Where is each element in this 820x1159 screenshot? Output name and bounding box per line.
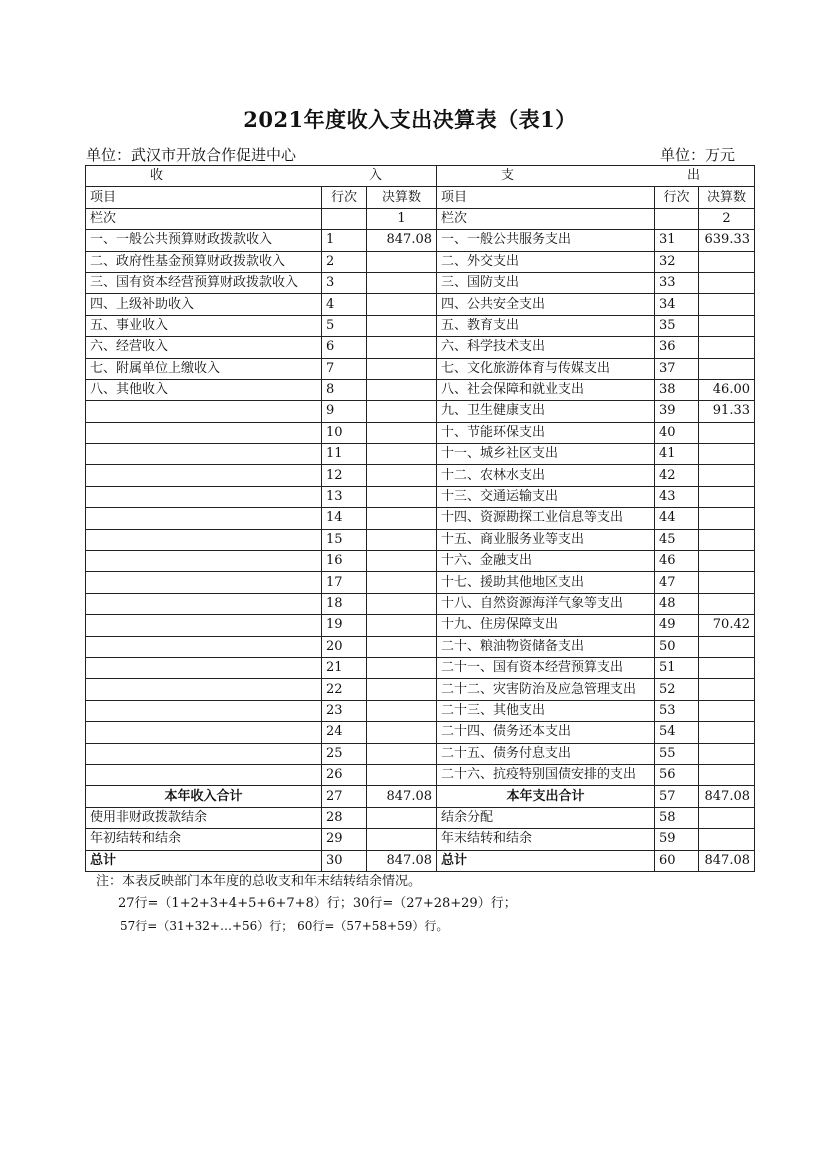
income-item xyxy=(86,551,322,572)
header-group-row xyxy=(86,166,755,187)
income-amount xyxy=(367,486,437,507)
income-line: 15 xyxy=(322,529,367,550)
expense-group-header xyxy=(437,166,755,187)
income-line: 10 xyxy=(322,422,367,443)
expense-amount: 46.00 xyxy=(699,379,755,400)
income-amount xyxy=(367,401,437,422)
income-item: 六、经营收入 xyxy=(86,337,322,358)
income-item xyxy=(86,722,322,743)
table-row xyxy=(86,358,755,379)
expense-total-amount xyxy=(699,829,755,850)
expense-amount xyxy=(699,358,755,379)
income-total-item: 使用非财政拨款结余 xyxy=(86,807,322,828)
income-line: 25 xyxy=(322,743,367,764)
total-row xyxy=(86,850,755,871)
expense-item: 二十、粮油物资储备支出 xyxy=(437,636,655,657)
income-line: 3 xyxy=(322,272,367,293)
table-row xyxy=(86,230,755,251)
expense-amount xyxy=(699,465,755,486)
expense-line: 53 xyxy=(655,700,699,721)
expense-amount xyxy=(699,700,755,721)
expense-amount xyxy=(699,764,755,785)
income-line: 12 xyxy=(322,465,367,486)
expense-item: 十九、住房保障支出 xyxy=(437,615,655,636)
table-row xyxy=(86,764,755,785)
expense-amount-header: 决算数 xyxy=(699,187,755,208)
income-amount xyxy=(367,743,437,764)
expense-item: 十一、城乡社区支出 xyxy=(437,444,655,465)
table-row xyxy=(86,486,755,507)
income-amount xyxy=(367,379,437,400)
income-amount xyxy=(367,593,437,614)
income-item-header: 项目 xyxy=(86,187,322,208)
income-line: 22 xyxy=(322,679,367,700)
income-amount xyxy=(367,764,437,785)
expense-item: 十二、农林水支出 xyxy=(437,465,655,486)
expense-line: 49 xyxy=(655,615,699,636)
income-amount xyxy=(367,294,437,315)
column-header-row xyxy=(86,187,755,208)
income-amount xyxy=(367,422,437,443)
table-row xyxy=(86,422,755,443)
table-row xyxy=(86,700,755,721)
expense-col-index: 2 xyxy=(699,208,755,229)
income-item xyxy=(86,444,322,465)
expense-total-amount: 847.08 xyxy=(699,850,755,871)
expense-item: 九、卫生健康支出 xyxy=(437,401,655,422)
expense-col-label: 栏次 xyxy=(437,208,655,229)
expense-line: 42 xyxy=(655,465,699,486)
expense-line: 33 xyxy=(655,272,699,293)
expense-header-left: 支 xyxy=(501,168,515,184)
column-index-row xyxy=(86,208,755,229)
income-item: 三、国有资本经营预算财政拨款收入 xyxy=(86,272,322,293)
table-row xyxy=(86,593,755,614)
income-amount xyxy=(367,551,437,572)
expense-amount: 70.42 xyxy=(699,615,755,636)
income-line: 4 xyxy=(322,294,367,315)
income-total-line: 28 xyxy=(322,807,367,828)
expense-line: 31 xyxy=(655,230,699,251)
income-line: 13 xyxy=(322,486,367,507)
expense-item: 二、外交支出 xyxy=(437,251,655,272)
note-line-2: 27行=（1+2+3+4+5+6+7+8）行；30行=（27+28+29）行； xyxy=(118,896,517,911)
expense-amount xyxy=(699,422,755,443)
expense-item: 十四、资源勘探工业信息等支出 xyxy=(437,508,655,529)
expense-total-line: 59 xyxy=(655,829,699,850)
income-group-header xyxy=(86,166,437,187)
expense-amount: 639.33 xyxy=(699,230,755,251)
income-item: 二、政府性基金预算财政拨款收入 xyxy=(86,251,322,272)
income-line: 7 xyxy=(322,358,367,379)
expense-col-line-blank xyxy=(655,208,699,229)
income-item xyxy=(86,636,322,657)
income-line: 18 xyxy=(322,593,367,614)
expense-item: 二十一、国有资本经营预算支出 xyxy=(437,657,655,678)
expense-line: 48 xyxy=(655,593,699,614)
income-amount xyxy=(367,700,437,721)
note-line-3: 57行=（31+32+…+56）行； 60行=（57+58+59）行。 xyxy=(120,919,449,933)
expense-item: 一、一般公共服务支出 xyxy=(437,230,655,251)
income-line: 16 xyxy=(322,551,367,572)
income-line: 17 xyxy=(322,572,367,593)
expense-line: 52 xyxy=(655,679,699,700)
income-amount-header: 决算数 xyxy=(367,187,437,208)
expense-item: 二十三、其他支出 xyxy=(437,700,655,721)
income-amount xyxy=(367,722,437,743)
expense-amount xyxy=(699,508,755,529)
expense-line: 34 xyxy=(655,294,699,315)
expense-item: 五、教育支出 xyxy=(437,315,655,336)
expense-line: 43 xyxy=(655,486,699,507)
expense-line: 39 xyxy=(655,401,699,422)
total-row xyxy=(86,807,755,828)
income-item xyxy=(86,700,322,721)
expense-item-header: 项目 xyxy=(437,187,655,208)
income-item xyxy=(86,764,322,785)
expense-item: 十七、援助其他地区支出 xyxy=(437,572,655,593)
expense-line: 54 xyxy=(655,722,699,743)
expense-item: 八、社会保障和就业支出 xyxy=(437,379,655,400)
table-row xyxy=(86,444,755,465)
footnotes xyxy=(96,871,517,937)
expense-item: 七、文化旅游体育与传媒支出 xyxy=(437,358,655,379)
income-line: 8 xyxy=(322,379,367,400)
expense-header-right: 出 xyxy=(686,168,700,184)
expense-amount xyxy=(699,251,755,272)
expense-amount xyxy=(699,551,755,572)
total-row xyxy=(86,829,755,850)
income-amount xyxy=(367,615,437,636)
table-row xyxy=(86,294,755,315)
expense-item: 十、节能环保支出 xyxy=(437,422,655,443)
income-item xyxy=(86,679,322,700)
income-amount xyxy=(367,251,437,272)
income-total-line: 29 xyxy=(322,829,367,850)
income-item xyxy=(86,657,322,678)
unit-currency: 单位：万元 xyxy=(660,146,736,164)
income-total-item: 年初结转和结余 xyxy=(86,829,322,850)
income-amount xyxy=(367,529,437,550)
income-item: 四、上级补助收入 xyxy=(86,294,322,315)
expense-total-line: 57 xyxy=(655,786,699,807)
expense-total-amount: 847.08 xyxy=(699,786,755,807)
income-total-line: 27 xyxy=(322,786,367,807)
budget-table xyxy=(85,165,755,872)
income-amount xyxy=(367,508,437,529)
income-item xyxy=(86,508,322,529)
expense-total-amount xyxy=(699,807,755,828)
expense-line: 45 xyxy=(655,529,699,550)
income-total-item: 总计 xyxy=(86,850,322,871)
income-amount xyxy=(367,444,437,465)
income-line: 9 xyxy=(322,401,367,422)
income-amount xyxy=(367,657,437,678)
expense-line: 41 xyxy=(655,444,699,465)
expense-total-item: 结余分配 xyxy=(437,807,655,828)
expense-amount xyxy=(699,657,755,678)
income-line: 26 xyxy=(322,764,367,785)
table-row xyxy=(86,272,755,293)
expense-amount xyxy=(699,272,755,293)
expense-item: 四、公共安全支出 xyxy=(437,294,655,315)
income-item xyxy=(86,422,322,443)
expense-item: 二十五、债务付息支出 xyxy=(437,743,655,764)
income-item: 七、附属单位上缴收入 xyxy=(86,358,322,379)
income-item: 五、事业收入 xyxy=(86,315,322,336)
income-amount xyxy=(367,572,437,593)
table-row xyxy=(86,529,755,550)
expense-item: 十六、金融支出 xyxy=(437,551,655,572)
income-total-amount xyxy=(367,807,437,828)
expense-total-item: 总计 xyxy=(437,850,655,871)
table-row xyxy=(86,636,755,657)
income-line: 21 xyxy=(322,657,367,678)
expense-line: 38 xyxy=(655,379,699,400)
expense-line: 35 xyxy=(655,315,699,336)
expense-item: 十八、自然资源海洋气象等支出 xyxy=(437,593,655,614)
income-col-line-blank xyxy=(322,208,367,229)
income-amount xyxy=(367,465,437,486)
income-item xyxy=(86,486,322,507)
income-line: 11 xyxy=(322,444,367,465)
income-item xyxy=(86,572,322,593)
expense-line: 32 xyxy=(655,251,699,272)
income-total-line: 30 xyxy=(322,850,367,871)
table-row xyxy=(86,315,755,336)
income-item xyxy=(86,465,322,486)
expense-total-item: 年末结转和结余 xyxy=(437,829,655,850)
table-body xyxy=(86,166,755,872)
expense-line: 51 xyxy=(655,657,699,678)
expense-amount xyxy=(699,722,755,743)
expense-item: 三、国防支出 xyxy=(437,272,655,293)
income-header-left: 收 xyxy=(150,168,164,184)
table-row xyxy=(86,722,755,743)
expense-item: 二十四、债务还本支出 xyxy=(437,722,655,743)
expense-total-line: 60 xyxy=(655,850,699,871)
income-item xyxy=(86,401,322,422)
expense-amount: 91.33 xyxy=(699,401,755,422)
table-row xyxy=(86,615,755,636)
income-line: 20 xyxy=(322,636,367,657)
table-row xyxy=(86,251,755,272)
income-amount xyxy=(367,358,437,379)
income-line-header: 行次 xyxy=(322,187,367,208)
expense-line: 46 xyxy=(655,551,699,572)
income-line: 14 xyxy=(322,508,367,529)
expense-line: 40 xyxy=(655,422,699,443)
expense-amount xyxy=(699,679,755,700)
table-row xyxy=(86,572,755,593)
income-line: 2 xyxy=(322,251,367,272)
expense-amount xyxy=(699,486,755,507)
income-amount: 847.08 xyxy=(367,230,437,251)
unit-organization: 单位：武汉市开放合作促进中心 xyxy=(86,146,297,164)
income-line: 24 xyxy=(322,722,367,743)
expense-amount xyxy=(699,315,755,336)
income-header-right: 入 xyxy=(368,168,382,184)
expense-line: 36 xyxy=(655,337,699,358)
expense-line-header: 行次 xyxy=(655,187,699,208)
income-amount xyxy=(367,679,437,700)
page-title: 2021年度收入支出决算表（表1） xyxy=(243,107,577,132)
expense-item: 十三、交通运输支出 xyxy=(437,486,655,507)
expense-item: 二十六、抗疫特别国债安排的支出 xyxy=(437,764,655,785)
expense-line: 37 xyxy=(655,358,699,379)
expense-line: 56 xyxy=(655,764,699,785)
table-row xyxy=(86,401,755,422)
income-total-amount: 847.08 xyxy=(367,786,437,807)
expense-line: 55 xyxy=(655,743,699,764)
expense-amount xyxy=(699,743,755,764)
expense-total-line: 58 xyxy=(655,807,699,828)
income-col-label: 栏次 xyxy=(86,208,322,229)
expense-amount xyxy=(699,529,755,550)
expense-total-item: 本年支出合计 xyxy=(437,786,655,807)
table-row xyxy=(86,465,755,486)
expense-amount xyxy=(699,337,755,358)
income-amount xyxy=(367,315,437,336)
table-row xyxy=(86,657,755,678)
income-item xyxy=(86,743,322,764)
income-item: 一、一般公共预算财政拨款收入 xyxy=(86,230,322,251)
table-row xyxy=(86,379,755,400)
income-total-item: 本年收入合计 xyxy=(86,786,322,807)
income-item xyxy=(86,593,322,614)
table-row xyxy=(86,337,755,358)
income-item xyxy=(86,529,322,550)
income-line: 6 xyxy=(322,337,367,358)
expense-line: 50 xyxy=(655,636,699,657)
income-line: 1 xyxy=(322,230,367,251)
expense-amount xyxy=(699,294,755,315)
expense-amount xyxy=(699,636,755,657)
expense-amount xyxy=(699,444,755,465)
table-row xyxy=(86,679,755,700)
income-item xyxy=(86,615,322,636)
expense-item: 十五、商业服务业等支出 xyxy=(437,529,655,550)
income-col-index: 1 xyxy=(367,208,437,229)
income-line: 19 xyxy=(322,615,367,636)
expense-line: 47 xyxy=(655,572,699,593)
income-amount xyxy=(367,636,437,657)
expense-item: 二十二、灾害防治及应急管理支出 xyxy=(437,679,655,700)
table-row xyxy=(86,508,755,529)
income-item: 八、其他收入 xyxy=(86,379,322,400)
income-line: 5 xyxy=(322,315,367,336)
expense-line: 44 xyxy=(655,508,699,529)
expense-item: 六、科学技术支出 xyxy=(437,337,655,358)
expense-amount xyxy=(699,593,755,614)
table-row xyxy=(86,743,755,764)
income-amount xyxy=(367,272,437,293)
note-line-1: 注：本表反映部门本年度的总收支和年末结转结余情况。 xyxy=(96,874,422,889)
income-line: 23 xyxy=(322,700,367,721)
expense-amount xyxy=(699,572,755,593)
total-row xyxy=(86,786,755,807)
table-row xyxy=(86,551,755,572)
income-amount xyxy=(367,337,437,358)
income-total-amount: 847.08 xyxy=(367,850,437,871)
income-total-amount xyxy=(367,829,437,850)
